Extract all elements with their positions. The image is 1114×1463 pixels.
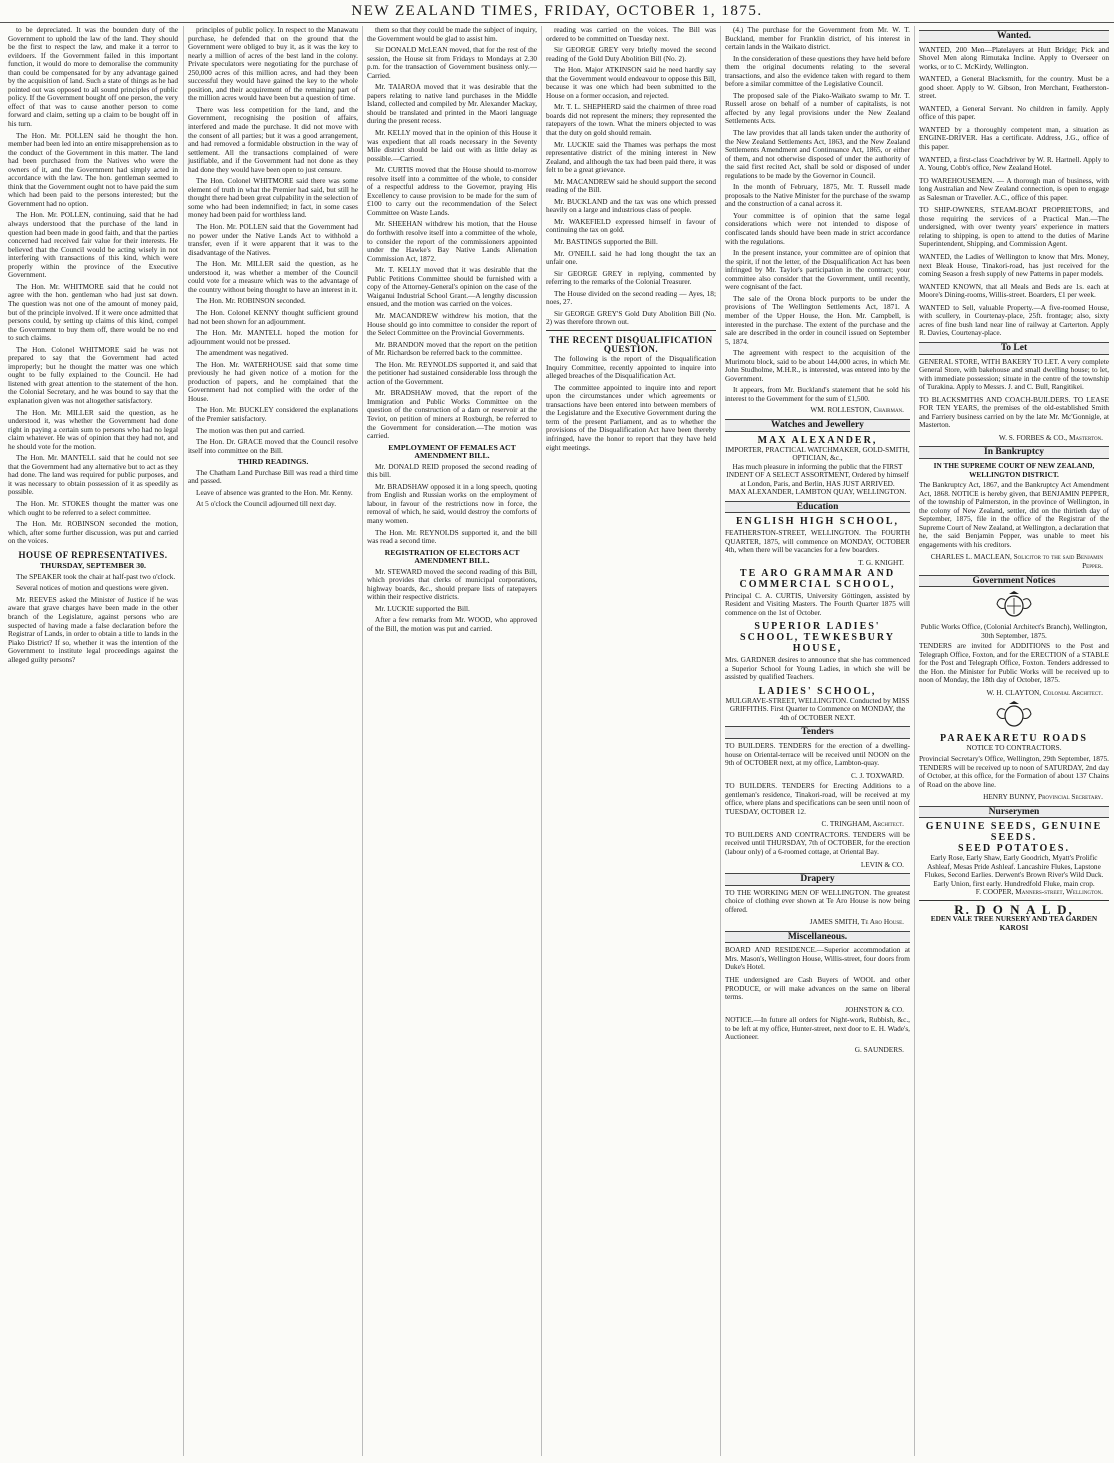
- third-readings-heading: THIRD READINGS.: [237, 457, 309, 467]
- paragraph: Mr. T. L. SHEPHERD said the chairmen of three road boards did not represent the miners; they represented the ratepayers of the town. What the miners objected to was that the duty on gold should remain.: [546, 102, 716, 138]
- paragraph: Mr. MACANDREW withdrew his motion, that the House should go into committee to consider the report of the Select Committee on the Provincial Governments.: [367, 310, 537, 338]
- paraekaretu-head: PARAEKARETU ROADS: [940, 733, 1088, 745]
- paragraph: It appears, from Mr. Buckland's statement that he sold his interest to the Government for the sum of £1,500.: [725, 385, 910, 403]
- max-alexander-name: MAX ALEXANDER,: [757, 434, 878, 446]
- paragraph: The Hon. Colonel KENNY thought sufficient ground had not been shown for an adjournment.: [188, 307, 358, 326]
- bankruptcy-title: IN THE SUPREME COURT OF NEW ZEALAND, WELLINGTON DISTRICT.: [933, 460, 1095, 479]
- wanted-ad: WANTED, a General Blacksmith, for the country. Must be a good shoer. Apply to W. Gibson, Iron Merchant, Featherston-street.: [919, 74, 1109, 101]
- misc-board: BOARD AND RESIDENCE.—Superior accommodation at Mrs. Mason's, Wellington House, Willis-street, four doors from Duke's Hotel.: [725, 945, 910, 972]
- high-school-sig: T. G. KNIGHT.: [858, 557, 904, 567]
- paragraph: Mr. TAIAROA moved that it was desirable that the papers relating to native land purchases in the Middle Island, collected and compiled by Mr. Alexander Mackay, should be translated and printed in the Maori language during the present recess.: [367, 82, 537, 126]
- paragraph: The Hon. Mr. MILLER said the question, as he understood it, was whether a member of the Council could vote for a measure which was to the advantage of the country without being thought to have an interest in it.: [188, 259, 358, 294]
- paragraph: The committee appointed to inquire into and report upon the circumstances under which agreements or transactions have been entered into between members of the Legislature and the Executive Government during the term of the present Parliament, and as to whether the provisions of the Disqualification Act have been thereby infringed, have the honor to report that they have held eight meetings.: [546, 382, 716, 452]
- paragraph: The Hon. Major ATKINSON said he need hardly say that the Government would endeavour to oppose this Bill, because it was one which had been submitted to the House on a former occasion, and rejected.: [546, 65, 716, 100]
- column-2-body: [188, 26, 358, 455]
- paragraph: The Hon. Mr. MANTELL hoped the motion for adjournment would not be pressed.: [188, 328, 358, 346]
- wanted-ad: WANTED, a General Servant. No children in family. Apply office of this paper.: [919, 103, 1109, 122]
- column-2: [183, 26, 358, 1456]
- paragraph: Several notices of motion and questions were given.: [16, 583, 169, 593]
- wanted-ad: WANTED KNOWN, that all Meals and Beds are 1s. each at Moore's Dining-rooms, Willis-street. Boarders, £1 per week.: [919, 281, 1109, 300]
- paragraph: Mr. LUCKIE supported the Bill.: [375, 603, 470, 613]
- paragraph: The sale of the Orona block purports to be under the provisions of The Wellington Settlements Act, 1871. A member of the Upper House, the Hon. Mr. Campbell, is interested in the purchase. The extent of the purchase and the sale are described in the order in council issued on September 5, 1874.: [725, 293, 910, 346]
- disqualification-body: [546, 355, 716, 452]
- paragraph: The Hon. Mr. ROBINSON seconded.: [196, 296, 306, 306]
- females-bill-heading: EMPLOYMENT OF FEMALES ACT AMENDMENT BILL.: [388, 442, 516, 461]
- paragraph: The Hon. Mr. ROBINSON seconded the motion, which, after some further discussion, was put and carried on the voices.: [8, 519, 178, 546]
- paragraph: Sir GEORGE GREY in replying, commented by referring to the remarks of the Colonial Treasurer.: [546, 268, 716, 287]
- wanted-ad: WANTED by a thoroughly competent man, a situation as ENGINE-DRIVER. Has a certificate. Address, J.G., office of this paper.: [919, 124, 1109, 152]
- paragraph: Mr. DONALD REID proposed the second reading of this bill.: [367, 461, 537, 480]
- bankruptcy-sig: CHARLES L. MACLEAN, Solicitor to the said Benjamin Pepper.: [930, 552, 1103, 570]
- wanted-ad: TO WAREHOUSEMEN. — A thorough man of business, with long Australian and New Zealand connection, is open to engage as Salesman or Traveller. A.C., office of this paper.: [919, 175, 1109, 202]
- tender-2: TO BUILDERS. TENDERS for Erecting Additions to a gentleman's residence, Tinakori-road, will be received at my office, where plans and specifications can be seen until noon of TUESDAY, OCTOBER 12.: [725, 781, 910, 816]
- misc-wool: THE undersigned are Cash Buyers of WOOL and other PRODUCE, or will make advances on the same on liberal terms.: [725, 975, 910, 1002]
- paraekaretu-title: NOTICE TO CONTRACTORS.: [966, 743, 1062, 753]
- paragraph: Sir GEORGE GREY'S Gold Duty Abolition Bill (No. 2) was therefore thrown out.: [546, 308, 716, 327]
- paragraph: Mr. BUCKLAND and the tax was one which pressed heavily on a large and industrious class of people.: [546, 196, 716, 215]
- paragraph: Leave of absence was granted to the Hon. Mr. Kenny.: [196, 487, 353, 497]
- bankruptcy-text: The Bankruptcy Act, 1867, and the Bankruptcy Act Amendment Act, 1868. NOTICE is hereby given, that BENJAMIN PEPPER, of the township of Palmerston, in the province of Wellington, in the colony of New Zealand, settler, did on the thirtieth day of September, 1875, file in the office of the Registrar of the Supreme Court of New Zealand, at Wellington, a declaration that he, the said Benjamin Pepper, was unable to meet his engagements with his creditors.: [919, 480, 1109, 549]
- paragraph: The proposed sale of the Piako-Waikato swamp to Mr. T. Russell arose on behalf of a number of capitalists, is not affected by any legal provisions under the New Zealand Settlements Acts.: [725, 90, 910, 126]
- to-let-ads: [919, 358, 1109, 430]
- paragraph: There was less competition for the land, and the Government, recognising the position of affairs, interfered and made the purchase. It did not move with the consent of all parties; but it was a good arrangement, and had removed a formidable obstruction in the way of settlement. All the transactions complained of were justifiable, and if the Government had not done as they had done they would have been open to just censure.: [188, 104, 358, 174]
- house-date: THURSDAY, SEPTEMBER 30.: [39, 561, 146, 571]
- paragraph: Mr. BASTINGS supported the Bill.: [554, 237, 658, 247]
- paragraph: In the present instance, your committee are of opinion that the spirit, if not the letter, of the Disqualification Act has been infringed by Mr. Taylor's participation in the contract; your committee also consider that the Government, until recently, were cognisant of the fact.: [725, 248, 910, 292]
- paragraph: In the consideration of these questions they have held before them the original documents relating to the several transactions, and also the evidence taken with regard to them before a similar committee of the Legislative Council.: [725, 53, 910, 89]
- females-bill-body: [367, 463, 537, 546]
- column-3: [362, 26, 537, 1456]
- paragraph: Mr. T. KELLY moved that it was desirable that the Public Petitions Committee should be furnished with a copy of the Attorney-General's opinion on the case of the Waiganui Industrial School Grant.—A lengthy discussion ensued, and the motion was carried on the voices.: [367, 265, 537, 309]
- divider: [546, 330, 716, 331]
- paragraph: The agreement with respect to the acquisition of the Murimotu block, said to be about 144,000 acres, in which Mr. John Studholme, M.H.R., is interested, was entered into by the Government.: [725, 348, 910, 383]
- masthead-title: NEW ZEALAND TIMES, FRIDAY, OCTOBER 1, 1875.: [351, 3, 763, 19]
- column-6: [914, 26, 1109, 1456]
- wanted-ad: TO SHIP-OWNERS, STEAM-BOAT PROPRIETORS, and those requiring the services of a Practical Man.—The undersigned, with over twenty years' experience in matters relating to shipping, is open to attend to the duties of Marine Superintendent, Shipping, and Commission Agent.: [919, 205, 1109, 249]
- paragraph: After a few remarks from Mr. WOOD, who approved of the Bill, the motion was put and carried.: [367, 615, 537, 633]
- paragraph: Mr. KELLY moved that in the opinion of this House it was expedient that all roads necessary in the Seventy Mile district should be laid out with as little delay as possible.—Carried.: [367, 128, 537, 163]
- misc-notice-sig: G. SAUNDERS.: [854, 1044, 904, 1054]
- drapery-section-head: Drapery: [725, 873, 910, 886]
- paragraph: The Hon. Mr. STOKES thought the matter was one which ought to be referred to a select committee.: [8, 498, 178, 517]
- misc-section-head: Miscellaneous.: [725, 931, 910, 944]
- max-alexander-text: Has much pleasure in informing the public that the FIRST INDENT OF A SELECT ASSORTMENT, Ordered by himself at London, Paris, and Berlin, HAS JUST ARRIVED.: [726, 461, 909, 488]
- paragraph: The Hon. Mr. WHITMORE said that he could not agree with the hon. gentleman who had just sat down. The question was not one of the amount of money paid, but of the principle involved. If it were once admitted that persons could, by setting up claims of this kind, compel the Government to buy them off, there would be no end to such claims.: [8, 281, 178, 343]
- paragraph: The Hon. Mr. MANTELL said that he could not see that the Government had any alternative but to act as they had done. The land was required for public purposes, and it was necessary to obtain possession of it as speedily as possible.: [8, 453, 178, 497]
- to-let-section-head: To Let: [919, 342, 1109, 355]
- paragraph: In the month of February, 1875, Mr. T. Russell made proposals to the Native Minister for the purchase of the swamp and the construction of a canal across it.: [725, 182, 910, 209]
- paragraph: Mr. O'NEILL said he had long thought the tax an unfair one.: [546, 248, 716, 267]
- paraekaretu-sig: HENRY BUNNY, Provincial Secretary.: [983, 792, 1103, 802]
- tender-1: TO BUILDERS. TENDERS for the erection of a dwelling-house on Oriental-terrace will be received until NOON on the 9th of OCTOBER next, at my office, Lambton-quay.: [725, 741, 910, 768]
- paragraph: The Hon. Mr. POLLEN said he thought the hon. member had been led into an entire misapprehension as to the conduct of the Government in this matter. The land had been purchased from the Natives who were the owners of it, and the Government had simply acted in accordance with the law. The hon. gentleman seemed to think that the Government ought not to have paid the sum which had been paid to the persons interested; but the Government had no option.: [8, 130, 178, 208]
- misc-wool-sig: JOHNSTON & CO.: [845, 1004, 904, 1014]
- column-3-body: [367, 26, 537, 441]
- house-heading: HOUSE OF REPRESENTATIVES.: [18, 549, 168, 560]
- ladies-school-text: MULGRAVE-STREET, WELLINGTON. Conducted by MISS GRIFFITHS. First Quarter to Commence on MONDAY, the 4th of OCTOBER NEXT.: [725, 695, 910, 722]
- high-school-name: ENGLISH HIGH SCHOOL,: [735, 516, 900, 528]
- paragraph: (4.) The purchase for the Government from Mr. W. T. Buckland, member for Franklin district, of his interest in certain lands in the Waikato district.: [725, 26, 910, 52]
- government-sig: W. H. CLAYTON, Colonial Architect.: [986, 687, 1103, 697]
- tenders-section-head: Tenders: [725, 726, 910, 739]
- disqualification-heading: THE RECENT DISQUALIFICATION QUESTION.: [549, 334, 713, 354]
- electors-bill-body: [367, 568, 537, 634]
- paragraph: Mr. MACANDREW said he should support the second reading of the Bill.: [546, 176, 716, 195]
- wanted-ad: WANTED, a first-class Coachdriver by W. R. Hartnell. Apply to A. Young, Cobb's office, New Zealand Hotel.: [919, 154, 1109, 173]
- seeds-sig: F. COOPER, Manners-street, Wellington.: [975, 887, 1103, 897]
- electors-bill-heading: REGISTRATION OF ELECTORS ACT AMENDMENT BILL.: [384, 547, 520, 566]
- wanted-ad: WANTED, 200 Men—Platelayers at Hutt Bridge; Pick and Shovel Men along Rimutaka Incline. Apply to Overseer on works, or to C. McKirdy, Wellington.: [919, 44, 1109, 71]
- paragraph: The Hon. Mr. BUCKLEY considered the explanations of the Premier satisfactory.: [188, 405, 358, 423]
- tender-3-sig: LEVIN & CO.: [860, 859, 904, 869]
- paragraph: The Hon. Mr. POLLEN, continuing, said that he had always understood that the purchase of the land in question had been made in good faith, and that the parties concerned had received fair value for their interests. He believed that the Council would be acting wisely in not interfering with transactions of this kind, which were properly within the province of the Executive Government.: [8, 210, 178, 280]
- r-donald-sub: EDEN VALE TREE NURSERY AND TEA GARDEN KAROSI: [930, 914, 1098, 932]
- paragraph: Mr. STEWARD moved the second reading of this Bill, which provides that clerks of municipal corporations, highway boards, &c., should prepare lists of ratepayers within their respective districts.: [367, 566, 537, 602]
- royal-crest-icon: [994, 590, 1034, 620]
- bankruptcy-section-head: In Bankruptcy: [919, 446, 1109, 459]
- paragraph: The following is the report of the Disqualification Inquiry Committee, recently appointed to inquire into alleged breaches of the Disqualification Act.: [546, 354, 716, 381]
- to-let-ad: TO BLACKSMITHS AND COACH-BUILDERS. TO LEASE FOR TEN YEARS, the premises of the old-established Smith and Farriery business carried on by the late Mr. Mc'Gonnigle, at Masterton.: [919, 394, 1109, 430]
- paragraph: Mr. BRADSHAW moved, that the report of the Immigration and Public Works Committee on the question of the construction of a dam or reservoir at the Teviot, on petition of miners at Roxburgh, be referred to the Government for consideration.—The motion was carried.: [367, 388, 537, 441]
- tender-1-sig: C. J. TOXWARD.: [850, 770, 904, 780]
- column-4-body: [546, 26, 716, 327]
- paragraph: The Hon. Mr. WATERHOUSE said that some time previously he had given notice of a motion for the production of papers, and he complained that the Government had not complied with the order of the House.: [188, 359, 358, 403]
- paragraph: Mr. SHEEHAN withdrew his motion, that the House do forthwith resolve itself into a committee of the whole, to consider the report of the commissioners appointed under the Hawke's Bay Native Lands Alienation Commission Act, 1872.: [367, 219, 537, 263]
- paragraph: reading was carried on the voices. The Bill was ordered to be committed on Tuesday next.: [546, 26, 716, 43]
- royal-crest-icon: [994, 700, 1034, 730]
- column-5: [720, 26, 910, 1456]
- paragraph: The Hon. Mr. REYNOLDS supported it, and the bill was read a second time.: [367, 527, 537, 546]
- paragraph: Mr. LUCKIE said the Thames was perhaps the most representative district of the mining interest in New Zealand, and although the tax had been paid there, it was felt to be a great grievance.: [546, 139, 716, 175]
- paragraph: The Hon. Mr. MILLER said the question, as he understood it, was whether the Government had done right in paying a certain sum to persons who had no legal claim whatever. He was of opinion that they had not, and he should vote for the motion.: [8, 407, 178, 451]
- paragraph: Sir DONALD McLEAN moved, that for the rest of the session, the House sit from Fridays to Mondays at 2.30 p.m. for the transaction of Government business only.—Carried.: [367, 45, 537, 80]
- wanted-ad: WANTED, the Ladies of Wellington to know that Mrs. Money, next Bleak House, Tinakori-road, has just received for the coming Season a fresh supply of new Patterns in paper models.: [919, 252, 1109, 279]
- high-school-text: FEATHERSTON-STREET, WELLINGTON. The FOURTH QUARTER, 1875, will commence on MONDAY, OCTOBER 4th, when there will be vacancies for a few boarders.: [725, 528, 910, 555]
- government-section-head: Government Notices: [919, 575, 1109, 588]
- tender-3: TO BUILDERS AND CONTRACTORS. TENDERS will be received until THURSDAY, 7th of OCTOBER, for the erection (labour only) of a 6-roomed cottage, at Oriental Bay.: [725, 829, 910, 857]
- paragraph: principles of public policy. In respect to the Manawatu purchase, he defended that on the ground that the Government were obliged to buy it, as it was the key to nearly a million of acres of the best land in the colony. Private speculators were negotiating for the purchase of 250,000 acres of this million acres, and had they been successful they would have gained the key to the whole position, and their acquirement of the remaining part of the million acres would have been but a question of time.: [188, 26, 358, 103]
- column-1: [8, 26, 178, 1456]
- paragraph: The motion was then put and carried.: [196, 425, 305, 435]
- to-let-ad: GENERAL STORE, WITH BAKERY TO LET. A very complete General Store, with bakehouse and small dwelling house; to let, with immediate possession; situate in the centre of the township of Turakina. Apply to Messrs. J. and C. Bull, Rangitikei.: [919, 356, 1109, 392]
- seeds-text: Early Rose, Early Shaw, Early Goodrich, Myatt's Prolific Ashleaf, Mesas Pride Ashleaf. Lancashire Flukes, Lapstone Flukes, Second Earlies. Derwent's Brown River's Wild Duck. Early Union, first early. Hundredfold Fluke, main crop.: [924, 853, 1104, 888]
- paragraph: Mr. BRANDON moved that the report on the petition of Mr. Richardson be referred back to the committee.: [367, 339, 537, 358]
- divider: [919, 900, 1109, 901]
- paragraph: Mr. REEVES asked the Minister of Justice if he was aware that grave charges have been made in the other branch of the Legislature, against persons who are suspected of having made a false declaration before the Registrar of Lands, in order to obtain a title to lands in the Piako District? If so, whether it was the intention of the Government to institute legal proceedings against the alleged guilty persons?: [8, 594, 178, 664]
- house-body: [8, 573, 178, 664]
- column-4: [541, 26, 716, 1456]
- max-alexander-sig: MAX ALEXANDER, LAMBTON QUAY, WELLINGTON.: [728, 487, 907, 497]
- ladies-school-name: LADIES' SCHOOL,: [758, 685, 877, 697]
- superior-school-name: SUPERIOR LADIES' SCHOOL, TEWKESBURY HOUSE,: [740, 621, 895, 655]
- r-donald-name: R. D O N A L D,: [954, 902, 1074, 918]
- watches-section-head: Watches and Jewellery: [725, 419, 910, 432]
- paragraph: Mr. WAKEFIELD expressed himself in favour of continuing the tax on gold.: [546, 216, 716, 235]
- paragraph: The Hon. Colonel WHITMORE said there was some element of truth in what the Premier had said, but still he thought there had been great culpability in the selection of some who had been indemnified; in fact, in some cases money had been paid for worthless land.: [188, 176, 358, 220]
- drapery-sig: JAMES SMITH, Te Aro House.: [809, 917, 904, 927]
- paragraph: The House divided on the second reading — Ayes, 18; noes, 27.: [546, 288, 716, 307]
- paragraph: Mr. BRADSHAW opposed it in a long speech, quoting from English and Russian works on the employment of labour, in favour of the restrictions now in force, the removal of which, he said, would destroy the comforts of many women.: [367, 481, 537, 525]
- seed-potatoes-title: SEED POTATOES.: [958, 843, 1070, 855]
- wanted-ad: WANTED to Sell, valuable Property.—A five-roomed House, with scullery, in Courtenay-place, 25ft. frontage; also, sixty acres of fine bush land near line of railway at Carterton. Apply R. Davies, Courtenay-place.: [919, 302, 1109, 338]
- column-5-body: [725, 26, 910, 403]
- paragraph: The SPEAKER took the chair at half-past two o'clock.: [16, 571, 176, 581]
- committee-signature: WM. ROLLESTON, Chairman.: [810, 405, 904, 415]
- paragraph: The law provides that all lands taken under the authority of the New Zealand Settlements Act, 1863, and the New Zealand Settlements Amendment and Continuance Act, 1865, or either of them, and not otherwise disposed of under the authority of the said first recited Act, shall be sold or disposed of under regulations to be made by the Governor in Council.: [725, 128, 910, 180]
- masthead: [0, 0, 1114, 23]
- wanted-ads: [919, 46, 1109, 338]
- paragraph: The Hon. Mr. POLLEN said that the Government had no power under the Native Lands Act to withhold a transfer, even if it were apparent that it was to the disadvantage of the Natives.: [188, 222, 358, 257]
- paragraph: Sir GEORGE GREY very briefly moved the second reading of the Gold Duty Abolition Bill (No. 2).: [546, 45, 716, 63]
- grammar-school-text: Principal C. A. CURTIS, University Göttingen, assisted by Resident and Visiting Masters. The Fourth Quarter 1875 will commence on the 1st of October.: [725, 590, 910, 617]
- paragraph: them so that they could be made the subject of inquiry, the Government would be glad to assist him.: [367, 26, 537, 43]
- education-section-head: Education: [725, 501, 910, 514]
- column-1-body: [8, 26, 178, 546]
- paragraph: Your committee is of opinion that the same legal considerations which were not intended to dispose of confiscated lands should have been made in strict accordance with the regulations.: [725, 210, 910, 246]
- misc-notice: NOTICE.—In future all orders for Night-work, Rubbish, &c., to be left at my office, Hunter-street, next door to E. H. Wade's, Auctioneer.: [725, 1015, 910, 1042]
- paragraph: The Hon. Colonel WHITMORE said he was not prepared to say that the Government had acted improperly; but he thought the matter was one which ought to be fully explained to the Council. He had listened with great attention to the statement of the hon. the Colonial Secretary, and he was bound to say that the explanation given was not altogether satisfactory.: [8, 344, 178, 405]
- government-title: Public Works Office, (Colonial Architect's Branch), Wellington, 30th September, 1875.: [920, 622, 1108, 640]
- drapery-text: TO THE WORKING MEN OF WELLINGTON. The greatest choice of clothing ever shown at Te Aro House is now being offered.: [725, 887, 910, 914]
- wanted-section-head: Wanted.: [919, 30, 1109, 43]
- superior-school-text: Mrs. GARDNER desires to announce that she has commenced a Superior School for Young Ladies, in which she will be assisted by qualified Teachers.: [725, 655, 910, 682]
- tender-2-sig: C. TRINGHAM, Architect.: [821, 819, 904, 829]
- paragraph: The Hon. Dr. GRACE moved that the Council resolve itself into committee on the Bill.: [188, 437, 358, 455]
- paragraph: The Chatham Land Purchase Bill was read a third time and passed.: [188, 467, 358, 486]
- paragraph: Mr. CURTIS moved that the House should to-morrow resolve itself into a committee of the whole, to consider of a respectful address to the Governor, praying His Excellency to cause provision to be made for the sum of £100 to carry out the recommendation of the Select Committee on Waste Lands.: [367, 165, 537, 217]
- paragraph: The amendment was negatived.: [196, 348, 289, 358]
- paragraph: The Hon. Mr. REYNOLDS supported it, and said that the petitioner had sustained considerable loss through the action of the Government.: [367, 359, 537, 386]
- paragraph: to be depreciated. It was the bounden duty of the Government to uphold the law of the land. They should be the first to respect the law, and make it a terror to evildoers. If the Government failed in this important function, it would do more to demoralise the community than could be compensated for by any advantage gained by the acquisition of land. Such a state of things as he had pointed out was opposed to all sound principles of public policy. If the Government bought off one person, the very effect of that was to cause another person to come forward and claim, setting up a claim to be bought off in his turn.: [8, 26, 178, 129]
- nurserymen-section-head: Nurserymen: [919, 806, 1109, 819]
- to-let-sig: W. S. FORBES & CO., Masterton.: [998, 432, 1103, 442]
- third-readings-body: [188, 469, 358, 509]
- government-text: TENDERS are invited for ADDITIONS to the Post and Telegraph Office, Foxton, and for the ERECTION of a STABLE for the Post and Telegraph Office, Foxton. Tenders addressed to the Hon. the Minister for Public Works will be received up to noon of Monday, the 18th day of October, 1875.: [919, 641, 1109, 685]
- paraekaretu-text: Provincial Secretary's Office, Wellington, 29th September, 1875. TENDERS will be received up to noon of SATURDAY, 2nd day of October, at this office, for the Formation of about 137 Chains of Road on the above line.: [919, 754, 1109, 789]
- max-alexander-sub: IMPORTER, PRACTICAL WATCHMAKER, GOLD-SMITH, OPTICIAN, &c.,: [725, 444, 910, 463]
- seeds-title: GENUINE SEEDS, GENUINE SEEDS.: [925, 821, 1103, 844]
- paragraph: At 5 o'clock the Council adjourned till next day.: [196, 499, 337, 509]
- grammar-school-name: TE ARO GRAMMAR AND COMMERCIAL SCHOOL,: [739, 567, 896, 590]
